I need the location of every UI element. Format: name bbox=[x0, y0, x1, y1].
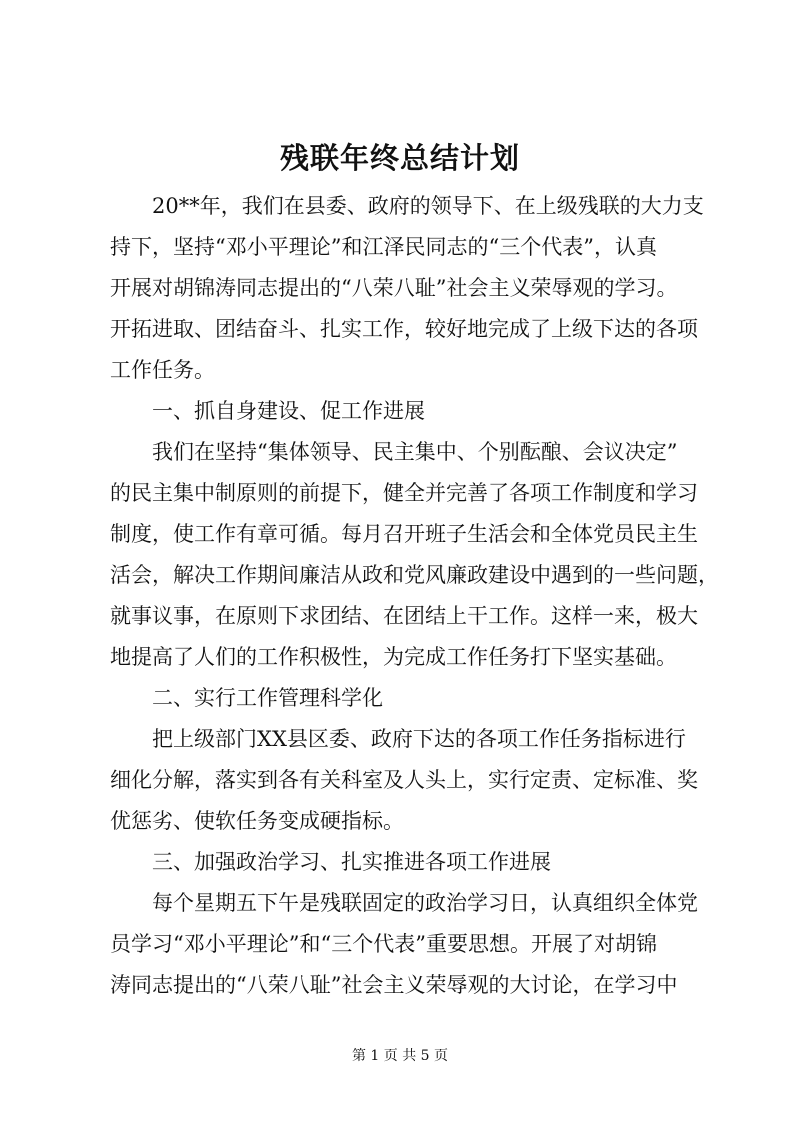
paragraph-2-line-4: 活会，解决工作期间廉洁从政和党风廉政建设中遇到的一些问题， bbox=[110, 563, 719, 587]
page-number-footer: 第 1 页 共 5 页 bbox=[351, 1048, 449, 1064]
paragraph-3-line-2: 细化分解，落实到各有关科室及人头上，实行定责、定标准、奖 bbox=[110, 768, 698, 792]
paragraph-2-line-6: 地提高了人们的工作积极性，为完成工作任务打下坚实基础。 bbox=[110, 645, 677, 669]
paragraph-2-line-3: 制度，使工作有章可循。每月召开班子生活会和全体党员民主生 bbox=[110, 522, 698, 546]
paragraph-2-line-2: 的民主集中制原则的前提下，健全并完善了各项工作制度和学习 bbox=[110, 481, 698, 505]
document-body bbox=[110, 186, 720, 1006]
paragraph-2-line-5: 就事议事，在原则下求团结、在团结上干工作。这样一来，极大 bbox=[110, 604, 698, 628]
paragraph-1-line-1: 20**年，我们在县委、政府的领导下、在上级残联的大力支 bbox=[152, 194, 704, 218]
section-heading-3: 三、加强政治学习、扎实推进各项工作进展 bbox=[152, 850, 551, 874]
paragraph-1-line-3: 开展对胡锦涛同志提出的“八荣八耻”社会主义荣辱观的学习。 bbox=[110, 276, 678, 300]
paragraph-1-line-5: 工作任务。 bbox=[110, 358, 215, 382]
paragraph-4-line-1: 每个星期五下午是残联固定的政治学习日，认真组织全体党 bbox=[152, 891, 698, 915]
paragraph-2-line-1: 我们在坚持“集体领导、民主集中、个别酝酿、会议决定” bbox=[152, 440, 678, 464]
paragraph-3-line-1: 把上级部门XX县区委、政府下达的各项工作任务指标进行 bbox=[152, 727, 686, 751]
section-heading-1: 一、抓自身建设、促工作进展 bbox=[152, 399, 425, 423]
paragraph-3-line-3: 优惩劣、使软任务变成硬指标。 bbox=[110, 809, 404, 833]
paragraph-1-line-4: 开拓进取、团结奋斗、扎实工作，较好地完成了上级下达的各项 bbox=[110, 317, 698, 341]
paragraph-4-line-2: 员学习“邓小平理论”和“三个代表”重要思想。开展了对胡锦 bbox=[110, 932, 657, 956]
section-heading-2: 二、实行工作管理科学化 bbox=[152, 686, 383, 710]
document-title: 残联年终总结计划 bbox=[279, 141, 520, 175]
paragraph-1-line-2: 持下，坚持“邓小平理论”和江泽民同志的“三个代表”，认真 bbox=[110, 235, 657, 259]
paragraph-4-line-3: 涛同志提出的“八荣八耻”社会主义荣辱观的大讨论，在学习中 bbox=[110, 973, 678, 997]
